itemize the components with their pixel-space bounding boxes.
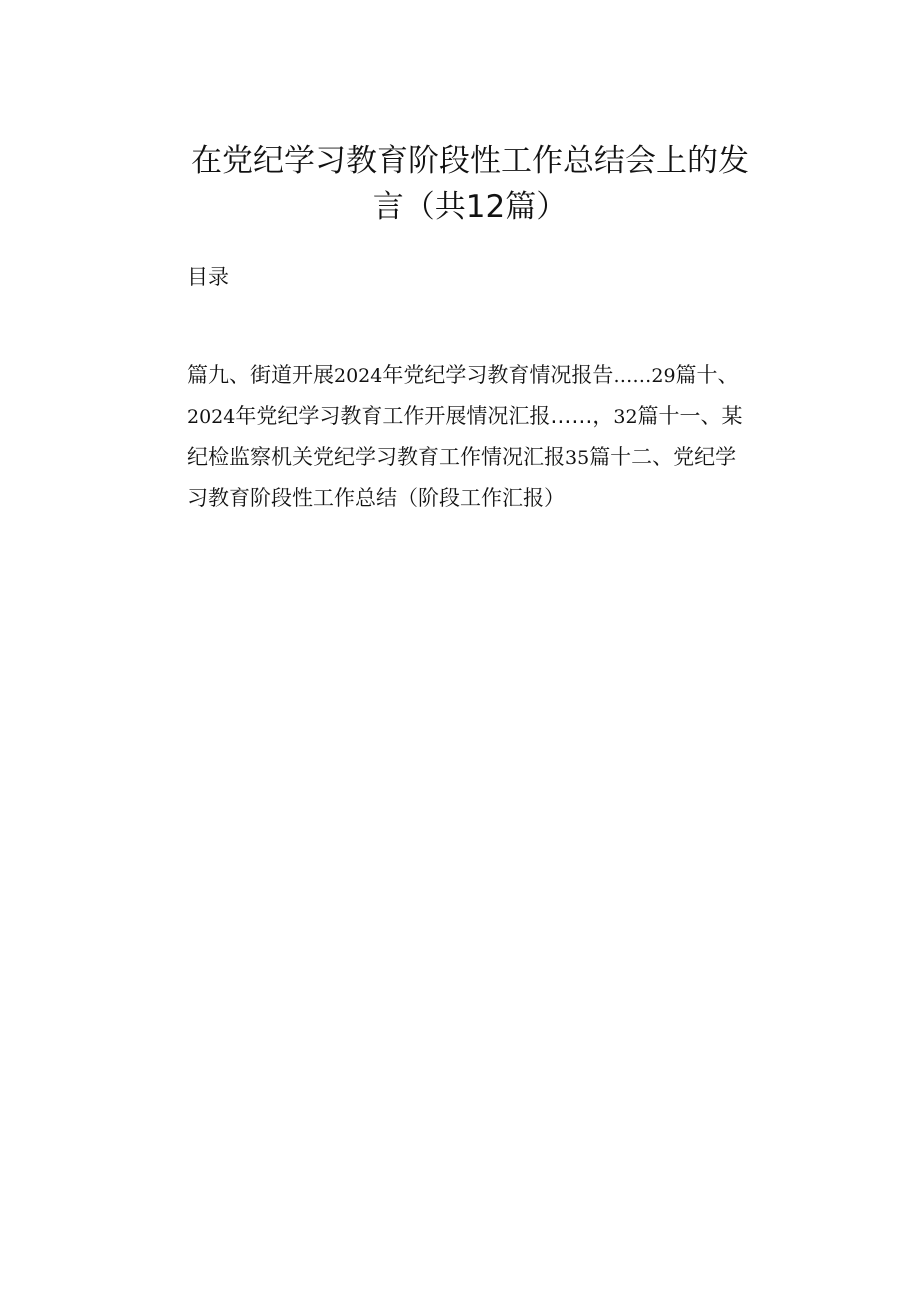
toc-line-1: [187, 355, 797, 396]
toc-page-number: 32: [613, 406, 638, 428]
toc-text: 纪检监察机关党纪学习教育工作情况汇报: [187, 445, 565, 469]
toc-body: [187, 355, 797, 519]
toc-text: 年党纪学习教育工作开展情况汇报……，: [235, 404, 614, 428]
title-line-1: 在党纪学习教育阶段性工作总结会上的发: [191, 143, 749, 179]
toc-number: 2024: [334, 365, 383, 387]
toc-text: 习教育阶段性工作总结（阶段工作汇报）: [187, 486, 565, 510]
toc-text: 年党纪学习教育情况报告: [382, 363, 614, 387]
toc-line-4: [187, 478, 797, 519]
toc-line-3: [187, 437, 797, 478]
toc-page-number: ……29: [613, 365, 676, 387]
toc-text: 篇十一、某: [637, 404, 743, 428]
toc-text: 篇九、街道开展: [187, 363, 334, 387]
toc-page-number: 35: [565, 447, 590, 469]
document-title: [150, 138, 790, 230]
toc-number: 2024: [187, 406, 236, 428]
toc-text: 篇十、: [675, 363, 739, 387]
toc-line-2: [187, 396, 797, 437]
toc-heading: 目录: [187, 265, 229, 289]
toc-text: 篇十二、党纪学: [589, 445, 737, 469]
title-line-2: 言（共12篇）: [372, 189, 568, 225]
